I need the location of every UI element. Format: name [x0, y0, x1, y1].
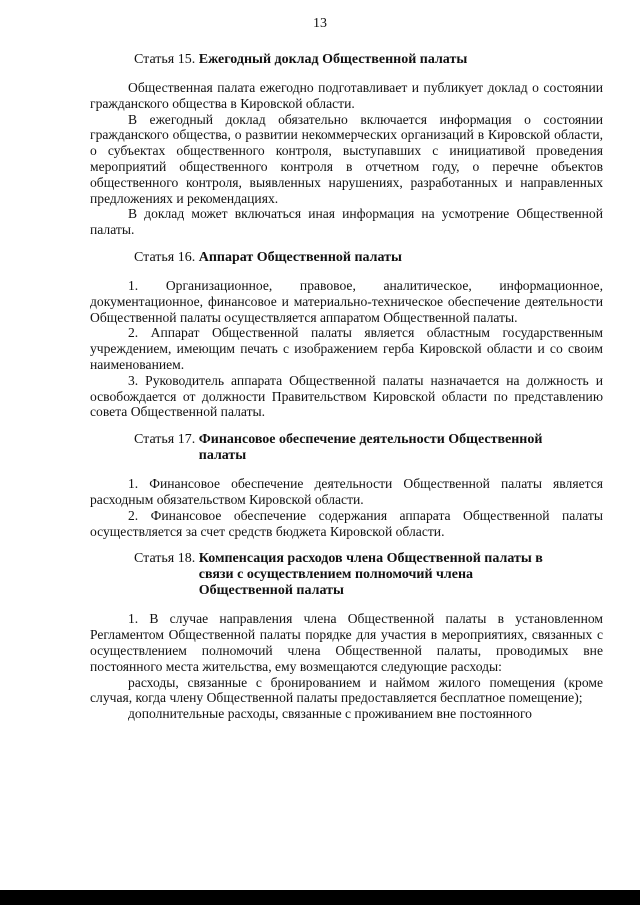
article-label: Статья 18.	[134, 551, 199, 567]
article-15	[90, 52, 603, 238]
paragraph: дополнительные расходы, связанные с проживанием вне постоянного	[128, 706, 532, 722]
article-17	[90, 432, 603, 539]
scan-edge-bar	[0, 890, 640, 905]
paragraph: Общественная палата ежегодно подготавливает и публикует доклад о состоянии гражданского общества в Кировской области.	[90, 80, 603, 111]
paragraph: В доклад может включаться иная информация на усмотрение Общественной палаты.	[90, 206, 603, 238]
article-heading	[90, 250, 603, 266]
article-title: Компенсация расходов члена Общественной палаты в связи с осуществлением полномочий члена Общественной палаты	[198, 551, 543, 599]
page-number: 13	[313, 16, 327, 31]
paragraph: расходы, связанные с бронированием и наймом жилого помещения (кроме случая, когда члену Общественной палаты предоставляется бесплатное помещение);	[90, 674, 603, 706]
article-18	[90, 551, 603, 722]
article-heading	[90, 551, 603, 599]
paragraph: 2. Аппарат Общественной палаты является областным государственным учреждением, имеющим печать с изображением герба Кировской области и со своим наименованием.	[90, 325, 603, 372]
article-label: Статья 15.	[134, 52, 199, 67]
article-title: Финансовое обеспечение деятельности Общественной палаты	[198, 432, 543, 464]
article-title: Ежегодный доклад Общественной палаты	[198, 52, 468, 67]
article-16	[90, 250, 603, 420]
paragraph: 1. Организационное, правовое, аналитическое, информационное, документационное, финансовое и материально-техническое обеспечение деятельности Общественной палаты осуществляется аппаратом Общественной палаты.	[90, 277, 603, 325]
article-label: Статья 16.	[134, 249, 199, 265]
document-body	[90, 52, 603, 722]
article-heading	[90, 52, 603, 68]
article-title: Аппарат Общественной палаты	[198, 249, 402, 265]
article-heading	[90, 432, 603, 464]
paragraph: 2. Финансовое обеспечение содержания аппарата Общественной палаты осуществляется за счет средств бюджета Кировской области.	[90, 507, 603, 539]
paragraph: 1. Финансовое обеспечение деятельности Общественной палаты является расходным обязательством Кировской области.	[90, 476, 603, 507]
article-label: Статья 17.	[134, 432, 199, 448]
paragraph: 1. В случае направления члена Общественной палаты в установленном Регламентом Общественной палаты порядке для участия в мероприятиях, связанных с осуществлением полномочий члена Общественной палаты, проводимых вне постоянного места жительства, ему возмещаются следующие расходы:	[90, 611, 603, 674]
paragraph: В ежегодный доклад обязательно включается информация о состоянии гражданского общества, о развитии некоммерческих организаций в Кировской области, о субъектах общественного контроля, выступавших с инициативой проведения мероприятий общественного контроля в отчетном году, о перечне объектов общественного контроля, выявленных нарушениях, разработанных и направленных предложениях и рекомендациях.	[90, 111, 603, 206]
paragraph: 3. Руководитель аппарата Общественной палаты назначается на должность и освобождается от должности Правительством Кировской области по представлению совета Общественной палаты.	[90, 372, 603, 420]
